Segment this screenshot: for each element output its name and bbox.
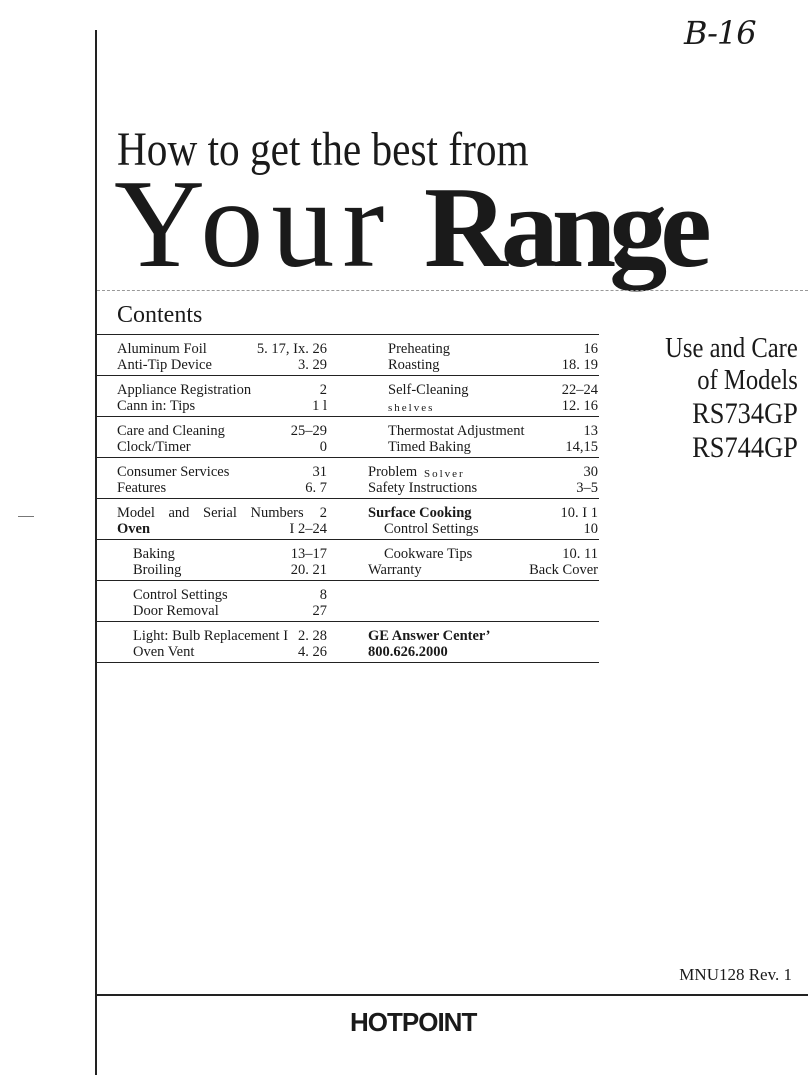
brand-logo: HOTPOINT — [350, 1007, 477, 1037]
toc-item-page: 18. 19 — [561, 357, 598, 373]
of-models-line: of Models — [697, 365, 798, 396]
toc-item-label: Baking — [133, 546, 175, 562]
toc-rule — [97, 375, 599, 376]
toc-item-page: 14,15 — [565, 439, 598, 455]
toc-rule — [97, 662, 599, 663]
use-and-care-line: Use and Care — [665, 333, 798, 364]
toc-item-label: Warranty — [368, 562, 422, 578]
toc-item-label: Thermostat Adjustment — [388, 423, 525, 439]
cover-title-range: Range — [424, 164, 705, 292]
toc-item-page: 2 — [319, 505, 327, 521]
toc-item-label: shelves — [388, 402, 435, 414]
toc-item-label: Care and Cleaning — [117, 423, 225, 439]
cover-title-your: Your — [114, 155, 393, 294]
toc-item-label: Appliance Registration — [117, 382, 252, 398]
toc-rule — [97, 498, 599, 499]
toc-item-page: 0 — [319, 439, 327, 455]
toc-item-label: Self-Cleaning — [388, 382, 469, 398]
toc-item-page: 1 l — [312, 398, 327, 414]
toc-item-label: Roasting — [388, 357, 440, 373]
toc-item-label: Control Settings — [384, 521, 479, 537]
toc-item-page: 10. I 1 — [560, 505, 598, 521]
toc-item-label: Consumer Services — [117, 464, 230, 480]
toc-item-page: 5. 17, Ix. 26 — [256, 341, 327, 357]
toc-item-page: 2 — [319, 382, 327, 398]
toc-item-page: 25–29 — [290, 423, 327, 439]
toc-item-page: 22–24 — [561, 382, 598, 398]
toc-item-label: Surface Cooking — [368, 505, 472, 521]
toc-item-page: 27 — [312, 603, 327, 619]
model-number: RS734GP — [692, 397, 798, 430]
toc-item-label: Control Settings — [133, 587, 228, 603]
toc-item-label: Oven — [117, 521, 151, 537]
model-number: RS744GP — [692, 431, 798, 464]
toc-item-page: 4. 26 — [298, 644, 327, 660]
toc-item-page: 10 — [583, 521, 598, 537]
footer-rule — [97, 994, 808, 996]
toc-item-page: 10. 11 — [562, 546, 598, 562]
answer-center-label: GE Answer Center’ — [368, 628, 491, 644]
toc-item-label: Cann in: Tips — [117, 398, 196, 414]
toc-item-page: 30 — [583, 464, 598, 480]
toc-item-page: 13–17 — [290, 546, 327, 562]
toc-rule — [97, 334, 599, 335]
toc-item-label: Broiling — [133, 562, 182, 578]
toc-item-label-suffix: Solver — [424, 468, 465, 480]
contents-heading: Contents — [117, 302, 203, 328]
toc-item-page: 20. 21 — [290, 562, 327, 578]
toc-item-page: 6. 7 — [305, 480, 327, 496]
models-block — [665, 333, 798, 465]
toc-item-label: Cookware Tips — [384, 546, 473, 562]
toc-rule — [97, 539, 599, 540]
scan-mark — [18, 516, 34, 517]
toc-rule — [97, 621, 599, 622]
toc-item-page: Back Cover — [529, 562, 598, 578]
toc-item-page: 16 — [583, 341, 598, 357]
toc-item-page: 3. 29 — [298, 357, 327, 373]
toc-item-label: Aluminum Foil — [117, 341, 207, 357]
toc-rule — [97, 457, 599, 458]
toc-item-label: Safety Instructions — [368, 480, 478, 496]
toc-item-label: Preheating — [388, 341, 451, 357]
toc-item-label: Oven Vent — [133, 644, 195, 660]
toc-item-label: Clock/Timer — [117, 439, 191, 455]
handwritten-note: B-16 — [684, 14, 756, 52]
toc-item-label: Anti-Tip Device — [117, 357, 212, 373]
toc-item-page: I 2–24 — [289, 521, 327, 537]
toc-item-label: Light: Bulb Replacement I — [133, 628, 289, 644]
toc-item-label: Model and Serial Numbers — [117, 505, 304, 521]
toc-rule — [97, 580, 599, 581]
toc-item-label: Timed Baking — [388, 439, 471, 455]
document-number: MNU128 Rev. 1 — [679, 965, 792, 984]
toc-item-page: 13 — [583, 423, 598, 439]
toc-item-label: Door Removal — [133, 603, 219, 619]
toc-item-page: 8 — [319, 587, 327, 603]
toc-item-page: 31 — [312, 464, 327, 480]
cover-subtitle: How to get the best from — [117, 123, 529, 176]
toc-item-page: 2. 28 — [298, 628, 327, 644]
toc-item-page: 3–5 — [576, 480, 598, 496]
answer-center-phone: 800.626.2000 — [368, 644, 448, 660]
left-margin-rule — [95, 30, 97, 1075]
title-underline — [97, 290, 808, 291]
toc-rule — [97, 416, 599, 417]
toc-item-label: Problem — [368, 464, 418, 480]
toc-item-page: 12. 16 — [561, 398, 598, 414]
toc-item-label: Features — [117, 480, 167, 496]
